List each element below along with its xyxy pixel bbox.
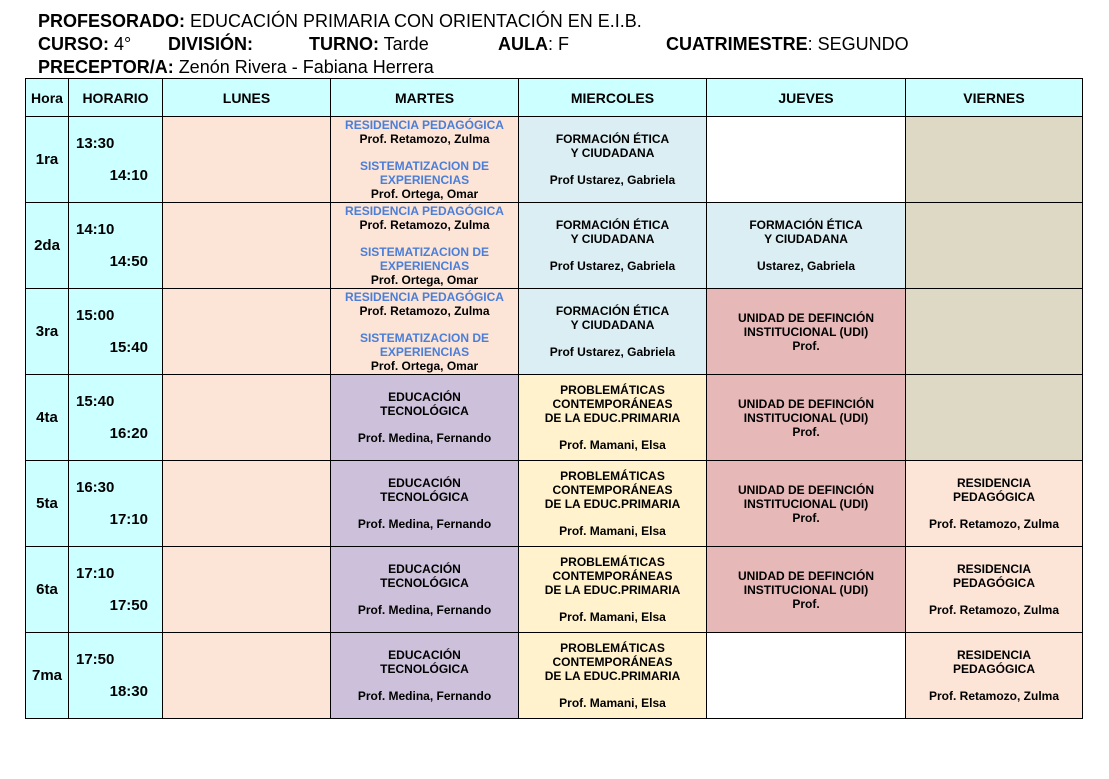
end-time: 14:10 xyxy=(109,167,148,184)
class-text: TECNOLÓGICA xyxy=(380,576,469,590)
class-text: Prof. Retamozo, Zulma xyxy=(359,304,490,318)
class-text: Prof. xyxy=(792,338,820,353)
class-text: TECNOLÓGICA xyxy=(380,490,469,504)
class-cell-jueves xyxy=(707,117,906,203)
class-cell-jueves xyxy=(707,461,906,547)
subject-text: RESIDENCIA PEDAGÓGICA xyxy=(345,204,504,218)
class-cell-lunes xyxy=(163,117,331,203)
class-cell-viernes xyxy=(906,633,1083,719)
class-text: EDUCACIÓN xyxy=(388,476,461,490)
class-text: Prof Ustarez, Gabriela xyxy=(549,345,676,359)
class-text: Prof. Mamani, Elsa xyxy=(559,610,666,624)
col-header-horario: HORARIO xyxy=(69,79,163,117)
class-cell-martes xyxy=(331,289,519,375)
class-text: RESIDENCIA xyxy=(956,476,1031,490)
subject-text: RESIDENCIA PEDAGÓGICA xyxy=(345,118,504,132)
table-row xyxy=(26,117,1083,203)
class-text: EDUCACIÓN xyxy=(388,562,461,576)
class-text: FORMACIÓN ÉTICA xyxy=(555,218,670,232)
aula-field xyxy=(498,33,569,55)
class-text: Prof. Retamozo, Zulma xyxy=(928,689,1059,703)
horario-cell xyxy=(69,461,163,547)
class-text: Ustarez, Gabriela xyxy=(756,259,856,273)
table-row xyxy=(26,547,1083,633)
class-text: Prof. Mamani, Elsa xyxy=(559,524,666,538)
class-text: Prof. xyxy=(792,596,820,611)
class-text: Prof. Retamozo, Zulma xyxy=(928,603,1059,617)
col-header-lunes: LUNES xyxy=(163,79,331,117)
class-cell-lunes xyxy=(163,547,331,633)
col-header-hora: Hora xyxy=(26,79,69,117)
subject-text: EXPERIENCIAS xyxy=(379,259,470,273)
class-cell-viernes xyxy=(906,547,1083,633)
class-text: FORMACIÓN ÉTICA xyxy=(555,132,670,146)
turno-field xyxy=(309,33,429,55)
class-text: Prof. Ortega, Omar xyxy=(370,273,479,287)
class-text: FORMACIÓN ÉTICA xyxy=(555,304,670,318)
end-time: 17:10 xyxy=(109,511,148,528)
start-time: 13:30 xyxy=(76,135,115,152)
class-text: PROBLEMÁTICAS xyxy=(560,469,665,483)
class-text: UNIDAD DE DEFINCIÓN xyxy=(737,310,874,325)
class-cell-lunes xyxy=(163,203,331,289)
turno-value: Tarde xyxy=(379,34,429,54)
class-text: DE LA EDUC.PRIMARIA xyxy=(544,583,681,597)
horario-cell xyxy=(69,117,163,203)
class-text: PEDAGÓGICA xyxy=(952,490,1035,504)
class-cell-miercoles xyxy=(519,633,707,719)
class-text: EDUCACIÓN xyxy=(388,390,461,404)
class-cell-lunes xyxy=(163,375,331,461)
end-time: 15:40 xyxy=(109,339,148,356)
division-label: DIVISIÓN: xyxy=(168,34,254,54)
class-text: Prof. Medina, Fernando xyxy=(357,517,492,531)
col-header-martes: MARTES xyxy=(331,79,519,117)
class-text: Prof. Medina, Fernando xyxy=(357,431,492,445)
table-row xyxy=(26,461,1083,547)
class-cell-martes xyxy=(331,375,519,461)
class-cell-jueves xyxy=(707,633,906,719)
class-text: CONTEMPORÁNEAS xyxy=(552,483,673,497)
subject-text: RESIDENCIA PEDAGÓGICA xyxy=(345,290,504,304)
class-text: Prof. Retamozo, Zulma xyxy=(359,132,490,146)
class-text: Prof. Mamani, Elsa xyxy=(559,696,666,710)
subject-text: SISTEMATIZACION DE xyxy=(359,331,490,345)
aula-value: : F xyxy=(548,34,569,54)
class-cell-jueves xyxy=(707,375,906,461)
subject-text: EXPERIENCIAS xyxy=(379,345,470,359)
class-text: PROBLEMÁTICAS xyxy=(560,383,665,397)
class-text: TECNOLÓGICA xyxy=(380,404,469,418)
division-field xyxy=(168,33,253,55)
class-cell-miercoles xyxy=(519,117,707,203)
class-cell-jueves xyxy=(707,289,906,375)
class-text: Prof. Mamani, Elsa xyxy=(559,438,666,452)
start-time: 15:00 xyxy=(76,307,115,324)
class-text: Y CIUDADANA xyxy=(570,318,655,332)
class-text: TECNOLÓGICA xyxy=(380,662,469,676)
cuatrimestre-value: : SEGUNDO xyxy=(807,34,909,54)
curso-value: 4° xyxy=(109,34,132,54)
start-time: 17:50 xyxy=(76,651,115,668)
class-cell-lunes xyxy=(163,633,331,719)
start-time: 14:10 xyxy=(76,221,115,238)
class-cell-viernes xyxy=(906,117,1083,203)
hora-cell: 7ma xyxy=(26,633,69,719)
class-text: UNIDAD DE DEFINCIÓN xyxy=(737,396,874,411)
class-text: PROBLEMÁTICAS xyxy=(560,555,665,569)
curso-field xyxy=(38,33,131,55)
col-header-miercoles: MIERCOLES xyxy=(519,79,707,117)
profesorado-value: EDUCACIÓN PRIMARIA CON ORIENTACIÓN EN E.I.B. xyxy=(185,11,642,31)
class-text: Prof. Retamozo, Zulma xyxy=(928,517,1059,531)
hora-cell: 1ra xyxy=(26,117,69,203)
class-text: Prof. xyxy=(792,510,820,525)
class-cell-martes xyxy=(331,547,519,633)
col-header-jueves: JUEVES xyxy=(707,79,906,117)
class-text: CONTEMPORÁNEAS xyxy=(552,569,673,583)
profesorado-label: PROFESORADO: xyxy=(38,11,186,31)
table-row xyxy=(26,289,1083,375)
class-text: DE LA EDUC.PRIMARIA xyxy=(544,669,681,683)
header-line-profesorado xyxy=(38,10,642,32)
header-line-preceptor xyxy=(38,56,434,78)
class-text: Prof. Medina, Fernando xyxy=(357,689,492,703)
horario-cell xyxy=(69,633,163,719)
class-text: PROBLEMÁTICAS xyxy=(560,641,665,655)
preceptor-value: Zenón Rivera - Fabiana Herrera xyxy=(173,57,434,77)
start-time: 16:30 xyxy=(76,479,115,496)
class-text: PEDAGÓGICA xyxy=(952,576,1035,590)
class-text: INSTITUCIONAL (UDI) xyxy=(743,410,869,425)
class-text: Prof. xyxy=(792,424,820,439)
class-text: INSTITUCIONAL (UDI) xyxy=(743,324,869,339)
table-row xyxy=(26,203,1083,289)
class-text: INSTITUCIONAL (UDI) xyxy=(743,496,869,511)
class-text: RESIDENCIA xyxy=(956,562,1031,576)
class-text: UNIDAD DE DEFINCIÓN xyxy=(737,568,874,583)
schedule-table xyxy=(25,78,1083,719)
schedule-body xyxy=(26,117,1083,719)
class-cell-viernes xyxy=(906,375,1083,461)
class-text: Y CIUDADANA xyxy=(764,232,848,246)
horario-cell xyxy=(69,289,163,375)
class-text: Y CIUDADANA xyxy=(570,146,655,160)
table-row xyxy=(26,375,1083,461)
subject-text: EXPERIENCIAS xyxy=(379,173,470,187)
curso-label: CURSO: xyxy=(38,34,109,54)
aula-label: AULA xyxy=(498,34,548,54)
horario-cell xyxy=(69,375,163,461)
class-cell-viernes xyxy=(906,461,1083,547)
subject-text: SISTEMATIZACION DE xyxy=(359,245,490,259)
class-text: FORMACIÓN ÉTICA xyxy=(749,218,863,232)
start-time: 15:40 xyxy=(76,393,115,410)
class-text: Prof. Ortega, Omar xyxy=(370,359,479,373)
hora-cell: 6ta xyxy=(26,547,69,633)
hora-cell: 3ra xyxy=(26,289,69,375)
class-text: Prof. Medina, Fernando xyxy=(357,603,492,617)
preceptor-label: PRECEPTOR/A: xyxy=(38,57,174,77)
end-time: 16:20 xyxy=(109,425,148,442)
hora-cell: 4ta xyxy=(26,375,69,461)
class-text: Prof. Retamozo, Zulma xyxy=(359,218,490,232)
col-header-viernes: VIERNES xyxy=(906,79,1083,117)
class-text: PEDAGÓGICA xyxy=(952,662,1035,676)
class-cell-miercoles xyxy=(519,547,707,633)
subject-text: SISTEMATIZACION DE xyxy=(359,159,490,173)
class-text: CONTEMPORÁNEAS xyxy=(552,397,673,411)
class-cell-lunes xyxy=(163,461,331,547)
class-cell-martes xyxy=(331,633,519,719)
cuatrimestre-field xyxy=(666,33,909,55)
table-row xyxy=(26,633,1083,719)
class-text: RESIDENCIA xyxy=(956,648,1031,662)
class-cell-lunes xyxy=(163,289,331,375)
class-cell-jueves xyxy=(707,203,906,289)
class-cell-viernes xyxy=(906,289,1083,375)
class-cell-viernes xyxy=(906,203,1083,289)
hora-cell: 5ta xyxy=(26,461,69,547)
class-cell-jueves xyxy=(707,547,906,633)
class-cell-martes xyxy=(331,203,519,289)
class-text: Prof Ustarez, Gabriela xyxy=(549,173,676,187)
horario-cell xyxy=(69,203,163,289)
table-header-row xyxy=(26,79,1083,117)
hora-cell: 2da xyxy=(26,203,69,289)
class-cell-miercoles xyxy=(519,375,707,461)
class-text: DE LA EDUC.PRIMARIA xyxy=(544,411,681,425)
class-cell-martes xyxy=(331,461,519,547)
end-time: 18:30 xyxy=(109,683,148,700)
class-text: Y CIUDADANA xyxy=(570,232,655,246)
horario-cell xyxy=(69,547,163,633)
class-text: DE LA EDUC.PRIMARIA xyxy=(544,497,681,511)
class-text: CONTEMPORÁNEAS xyxy=(552,655,673,669)
class-cell-miercoles xyxy=(519,289,707,375)
class-text: INSTITUCIONAL (UDI) xyxy=(743,582,869,597)
class-cell-miercoles xyxy=(519,461,707,547)
end-time: 14:50 xyxy=(109,253,148,270)
start-time: 17:10 xyxy=(76,565,115,582)
class-text: Prof. Ortega, Omar xyxy=(370,187,479,201)
end-time: 17:50 xyxy=(109,597,148,614)
class-text: UNIDAD DE DEFINCIÓN xyxy=(737,482,874,497)
cuatrimestre-label: CUATRIMESTRE xyxy=(666,34,808,54)
class-text: EDUCACIÓN xyxy=(388,648,461,662)
class-text: Prof Ustarez, Gabriela xyxy=(549,259,676,273)
class-cell-miercoles xyxy=(519,203,707,289)
turno-label: TURNO: xyxy=(309,34,379,54)
class-cell-martes xyxy=(331,117,519,203)
